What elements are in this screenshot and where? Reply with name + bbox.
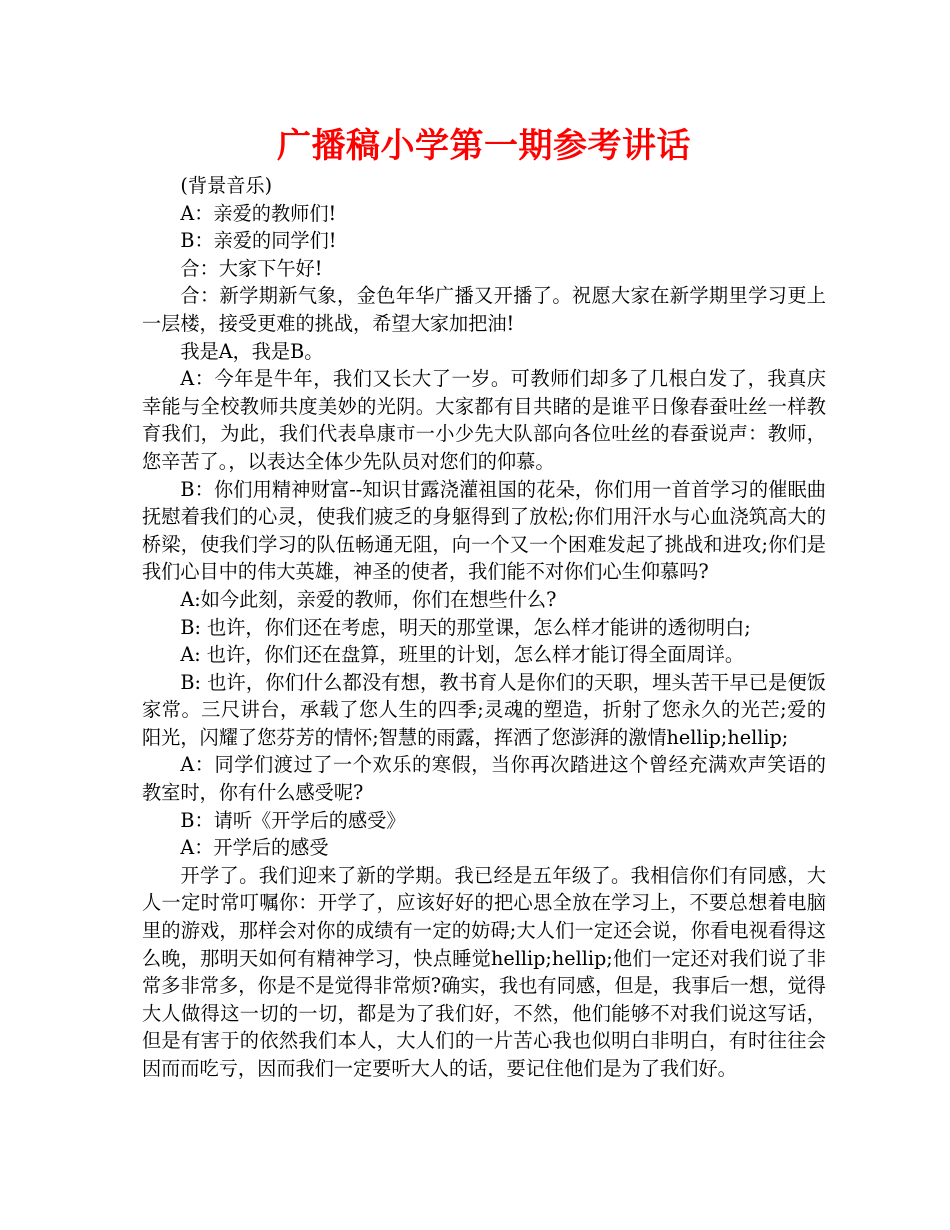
- paragraph: A：今年是牛年，我们又长大了一岁。可教师们却多了几根白发了，我真庆幸能与全校教师共度美妙的光阴。大家都有目共睹的是谁平日像春蚕吐丝一样教育我们，为此，我们代表阜康市一小少先大队部向各位吐丝的春蚕说声：教师，您辛苦了。，以表达全体少先队员对您们的仰慕。: [142, 367, 826, 473]
- document-body: [142, 172, 826, 1083]
- paragraph: B：你们用精神财富--知识甘露浇灌祖国的花朵，你们用一首首学习的催眠曲抚慰着我们的心灵，使我们疲乏的身躯得到了放松;你们用汗水与心血浇筑高大的桥梁，使我们学习的队伍畅通无阻，向一个又一个困难发起了挑战和进攻;你们是我们心目中的伟大英雄，神圣的使者，我们能不对你们心生仰慕吗?: [142, 477, 826, 584]
- paragraph: 合：大家下午好!: [180, 256, 323, 280]
- document-title: 广播稿小学第一期参考讲话: [277, 126, 691, 166]
- paragraph: 开学了。我们迎来了新的学期。我已经是五年级了。我相信你们有同感，大人一定时常叮嘱你：开学了，应该好好的把心思全放在学习上，不要总想着电脑里的游戏，那样会对你的成绩有一定的妨碍;大人们一定还会说，你看电视看得这么晚，那明天如何有精神学习，快点睡觉hellip;hellip;他们一定还对我们说了非常多非常多，你是不是觉得非常烦?确实，我也有同感，但是，我事后一想，觉得大人做得这一切的一切，都是为了我们好，不然，他们能够不对我们说这写话，但是有害于的依然我们本人，大人们的一片苦心我也似明白非明白，有时往往会因而而吃亏，因而我们一定要听大人的话，要记住他们是为了我们好。: [142, 863, 826, 1080]
- document-page: [142, 120, 826, 1083]
- paragraph: A：同学们渡过了一个欢乐的寒假，当你再次踏进这个曾经充满欢声笑语的教室时，你有什么感受呢?: [142, 753, 826, 805]
- paragraph: B：请听《开学后的感受》: [180, 808, 406, 832]
- paragraph: A: 也许，你们还在盘算，班里的计划，怎么样才能订得全面周详。: [180, 643, 745, 667]
- paragraph: 我是A，我是B。: [180, 339, 324, 363]
- paragraph: (背景音乐): [180, 174, 273, 197]
- paragraph: B：亲爱的同学们!: [180, 229, 337, 253]
- paragraph: A:如今此刻，亲爱的教师，你们在想些什么?: [180, 587, 557, 611]
- paragraph: B: 也许，你们什么都没有想，教书育人是你们的天职，埋头苦干早已是便饭家常。三尺讲台，承载了您人生的四季;灵魂的塑造，折射了您永久的光芒;爱的阳光，闪耀了您芬芳的情怀;智慧的雨露，挥洒了您澎湃的激情hellip;hellip;: [142, 670, 826, 749]
- paragraph: A：亲爱的教师们!: [180, 201, 337, 225]
- paragraph: B: 也许，你们还在考虑，明天的那堂课，怎么样才能讲的透彻明白;: [180, 615, 751, 639]
- paragraph: 合：新学期新气象，金色年华广播又开播了。祝愿大家在新学期里学习更上一层楼，接受更难的挑战，希望大家加把油!: [142, 284, 826, 335]
- paragraph: A：开学后的感受: [180, 836, 329, 860]
